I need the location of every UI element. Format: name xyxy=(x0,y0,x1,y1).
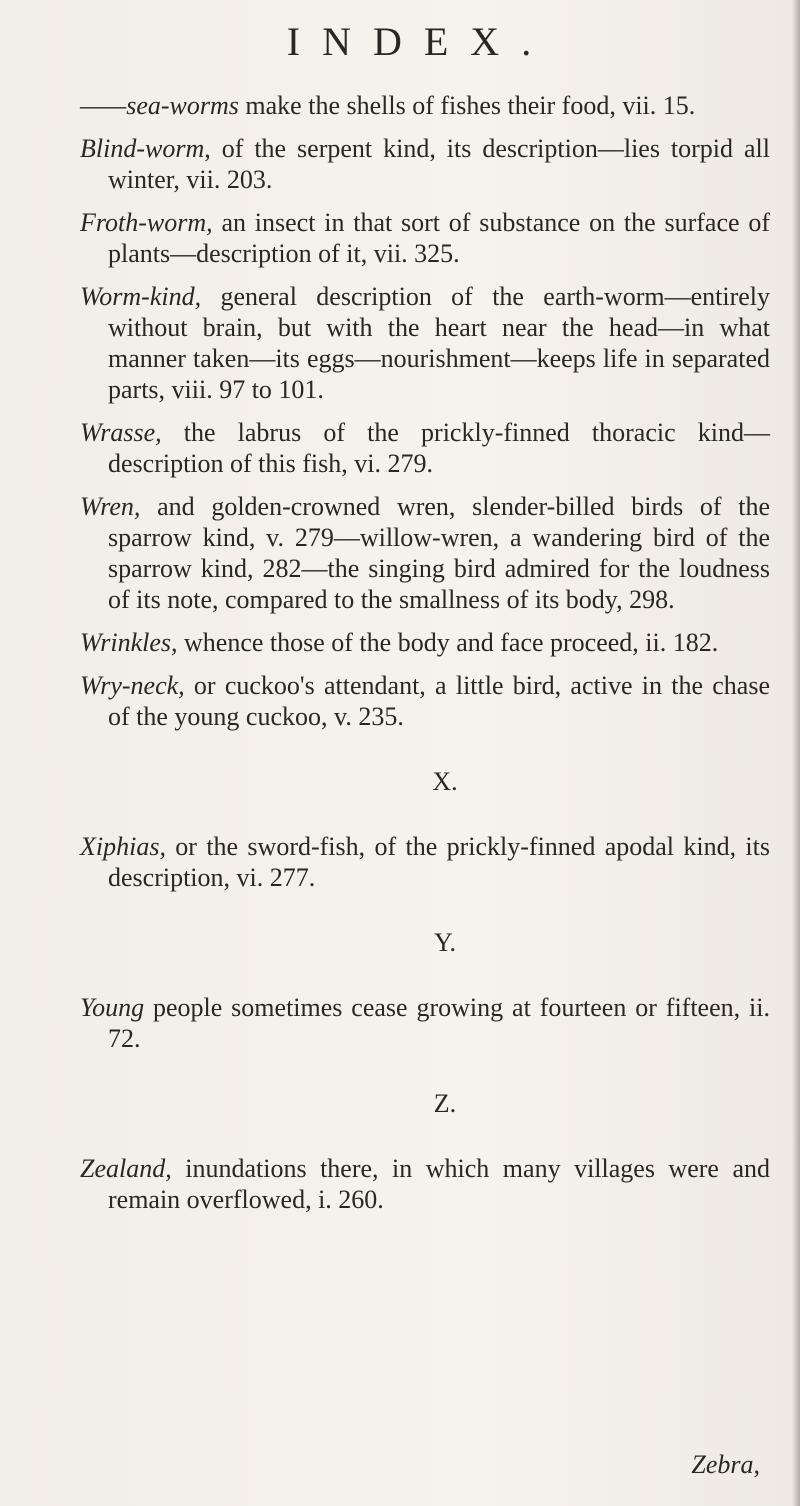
entry-text: people sometimes cease growing at fourteen or fifteen, ii. 72. xyxy=(108,993,770,1053)
entry-text: or the sword-fish, of the prickly-finned apodal kind, its description, vi. 277. xyxy=(108,832,770,892)
section-letter-x: X. xyxy=(432,767,458,796)
entry-text: general description of the earth-worm—entirely without brain, but with the heart near the head—in what manner taken—its eggs—nourishment—keeps life in separated parts, viii. 97 to 101. xyxy=(108,282,770,404)
entry-headword: Wry-neck, xyxy=(80,671,185,700)
index-entry xyxy=(80,491,770,615)
entry-text: make the shells of fishes their food, vii. 15. xyxy=(238,91,696,120)
entry-headword: Wrasse, xyxy=(80,418,162,447)
index-entry xyxy=(80,207,770,269)
entry-headword: Wrinkles, xyxy=(80,628,178,657)
index-entry xyxy=(80,133,770,195)
entry-text: an insect in that sort of substance on the surface of plants—description of it, vii. 325. xyxy=(108,208,770,268)
index-entry xyxy=(80,670,770,732)
entry-headword: Froth-worm, xyxy=(80,208,213,237)
entry-headword: Wren, xyxy=(80,492,141,521)
section-letter-y: Y. xyxy=(434,928,456,957)
index-entry xyxy=(80,627,770,658)
entry-headword: Blind-worm, xyxy=(80,134,211,163)
entry-headword: Young xyxy=(80,993,145,1022)
page-edge-shadow xyxy=(792,0,800,1506)
index-entry xyxy=(80,831,770,893)
entry-text: of the serpent kind, its description—lies torpid all winter, vii. 203. xyxy=(108,134,770,194)
entry-text: inundations there, in which many villages were and remain overflowed, i. 260. xyxy=(108,1154,770,1214)
index-entry xyxy=(80,281,770,405)
section-letter-z: Z. xyxy=(433,1089,457,1118)
entry-text: and golden-crowned wren, slender-billed birds of the sparrow kind, v. 279—willow-wren, a wandering bird of the sparrow kind, 282—the singing bird admired for the loudness of its note, compared to the smallness of its body, 298. xyxy=(108,492,770,614)
index-entry xyxy=(80,90,770,121)
index-entry xyxy=(80,1153,770,1215)
entry-headword: Worm-kind, xyxy=(80,282,202,311)
catchword: Zebra, xyxy=(691,1450,760,1479)
index-entry xyxy=(80,417,770,479)
entry-headword: Zealand, xyxy=(80,1154,172,1183)
index-entry xyxy=(80,992,770,1054)
entry-headword: Xiphias, xyxy=(80,832,166,861)
index-content xyxy=(80,90,770,1227)
entry-headword: ——sea-worms xyxy=(80,91,239,120)
page-title: INDEX. xyxy=(286,19,554,64)
entry-text: whence those of the body and face proceed, ii. 182. xyxy=(177,628,719,657)
entry-text: or cuckoo's attendant, a little bird, active in the chase of the young cuckoo, v. 235. xyxy=(108,671,770,731)
entry-text: the labrus of the prickly-finned thoracic kind—description of this fish, vi. 279. xyxy=(108,418,770,478)
